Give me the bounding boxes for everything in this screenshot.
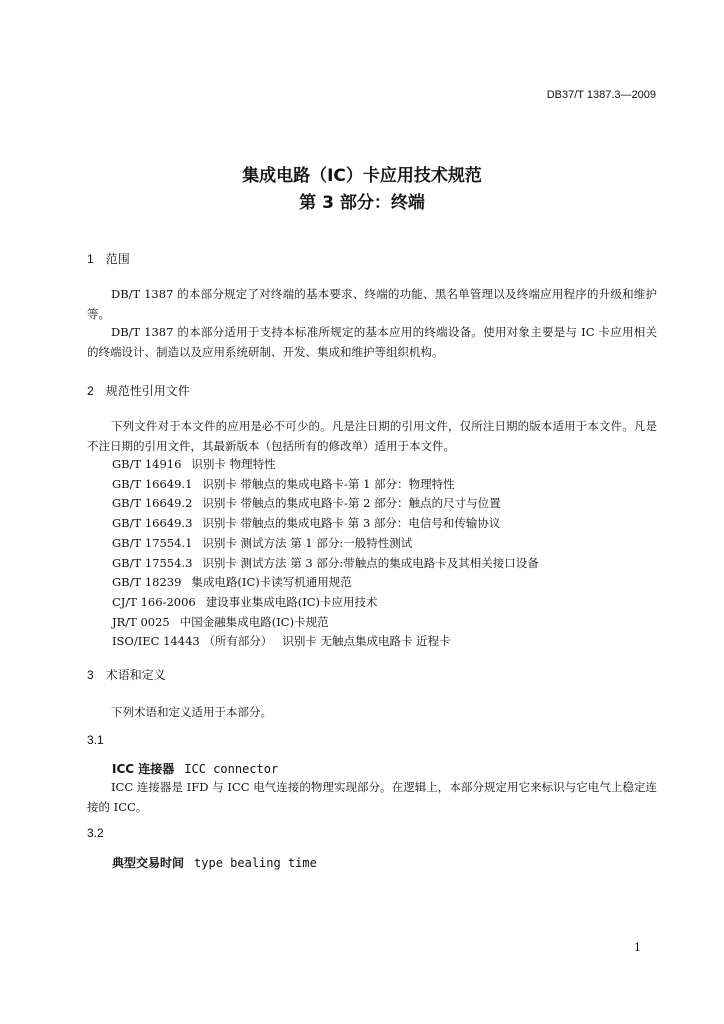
reference-item <box>112 573 539 593</box>
reference-code: JR/T 0025 <box>112 614 170 629</box>
reference-code: GB/T 16649.3 <box>112 516 193 531</box>
reference-code: GB/T 17554.3 <box>112 555 193 570</box>
reference-code: GB/T 16649.2 <box>112 496 193 511</box>
reference-title: 中国金融集成电路(IC)卡规范 <box>179 614 329 629</box>
reference-title: 识别卡 带触点的集成电路卡 第 3 部分：电信号和传输协议 <box>202 516 501 531</box>
term-heading <box>112 760 278 777</box>
reference-code: GB/T 18239 <box>112 575 182 590</box>
term-heading <box>112 854 317 871</box>
reference-code: ISO/IEC 14443 （所有部分） <box>112 634 273 649</box>
reference-item <box>112 494 539 514</box>
reference-title: 识别卡 测试方法 第 3 部分:带触点的集成电路卡及其相关接口设备 <box>202 555 539 570</box>
reference-item <box>112 593 539 613</box>
document-subtitle: 第 3 部分：终端 <box>299 193 425 213</box>
terms-intro: 下列术语和定义适用于本部分。 <box>111 705 272 719</box>
reference-code: GB/T 16649.1 <box>112 476 193 491</box>
normative-intro: 下列文件对于本文件的应用是必不可少的。凡是注日期的引用文件，仅所注日期的版本适用于本文件。凡是不注日期的引用文件，其最新版本（包括所有的修改单）适用于本文件。 <box>87 419 657 453</box>
reference-item <box>112 554 539 574</box>
section-title: 规范性引用文件 <box>105 384 190 398</box>
reference-title: 识别卡 带触点的集成电路卡-第 1 部分：物理特性 <box>202 476 455 491</box>
reference-list <box>112 455 539 652</box>
section-number: 3 <box>87 668 94 682</box>
document-number: DB37/T 1387.3—2009 <box>546 89 656 101</box>
reference-title: 识别卡 物理特性 <box>191 457 276 471</box>
reference-item <box>112 534 539 554</box>
scope-paragraph-2: DB/T 1387 的本部分适用于支持本标准所规定的基本应用的终端设备。使用对象主要是与 IC 卡应用相关的终端设计、制造以及应用系统研制、开发、集成和维护等组织机构。 <box>87 325 657 359</box>
reference-title: 建设事业集成电路(IC)卡应用技术 <box>205 594 378 609</box>
section-1-heading <box>87 250 130 267</box>
reference-title: 识别卡 带触点的集成电路卡-第 2 部分：触点的尺寸与位置 <box>202 496 501 511</box>
section-number: 2 <box>87 384 94 398</box>
section-title: 范围 <box>105 252 130 266</box>
reference-title: 集成电路(IC)卡读写机通用规范 <box>191 575 352 590</box>
reference-item <box>112 475 539 495</box>
section-3-heading <box>87 666 166 683</box>
term-english: type bealing time <box>194 856 317 870</box>
section-2-heading <box>87 382 190 399</box>
scope-paragraph-1: DB/T 1387 的本部分规定了对终端的基本要求、终端的功能、黑名单管理以及终端应用程序的升级和维护等。 <box>87 287 657 321</box>
term-number: 3.2 <box>87 826 104 840</box>
reference-item <box>112 514 539 534</box>
reference-title: 识别卡 无触点集成电路卡 近程卡 <box>282 634 451 649</box>
section-title: 术语和定义 <box>105 668 166 682</box>
reference-code: CJ/T 166-2006 <box>112 594 196 609</box>
term-chinese: ICC 连接器 <box>112 762 175 776</box>
reference-item <box>112 455 539 475</box>
reference-code: GB/T 14916 <box>112 457 182 471</box>
term-number: 3.1 <box>87 733 104 747</box>
reference-title: 识别卡 测试方法 第 1 部分:一般特性测试 <box>202 535 413 550</box>
reference-item <box>112 613 539 633</box>
term-chinese: 典型交易时间 <box>112 856 185 870</box>
term-definition: ICC 连接器是 IFD 与 ICC 电气连接的物理实现部分。在逻辑上，本部分规定用它来标识与它电气上稳定连接的 ICC。 <box>87 780 657 814</box>
reference-code: GB/T 17554.1 <box>112 535 193 550</box>
page-number: 1 <box>634 941 641 954</box>
section-number: 1 <box>87 252 94 266</box>
reference-item <box>112 632 539 652</box>
document-title: 集成电路（IC）卡应用技术规范 <box>242 166 482 186</box>
term-english: ICC connector <box>184 762 279 776</box>
